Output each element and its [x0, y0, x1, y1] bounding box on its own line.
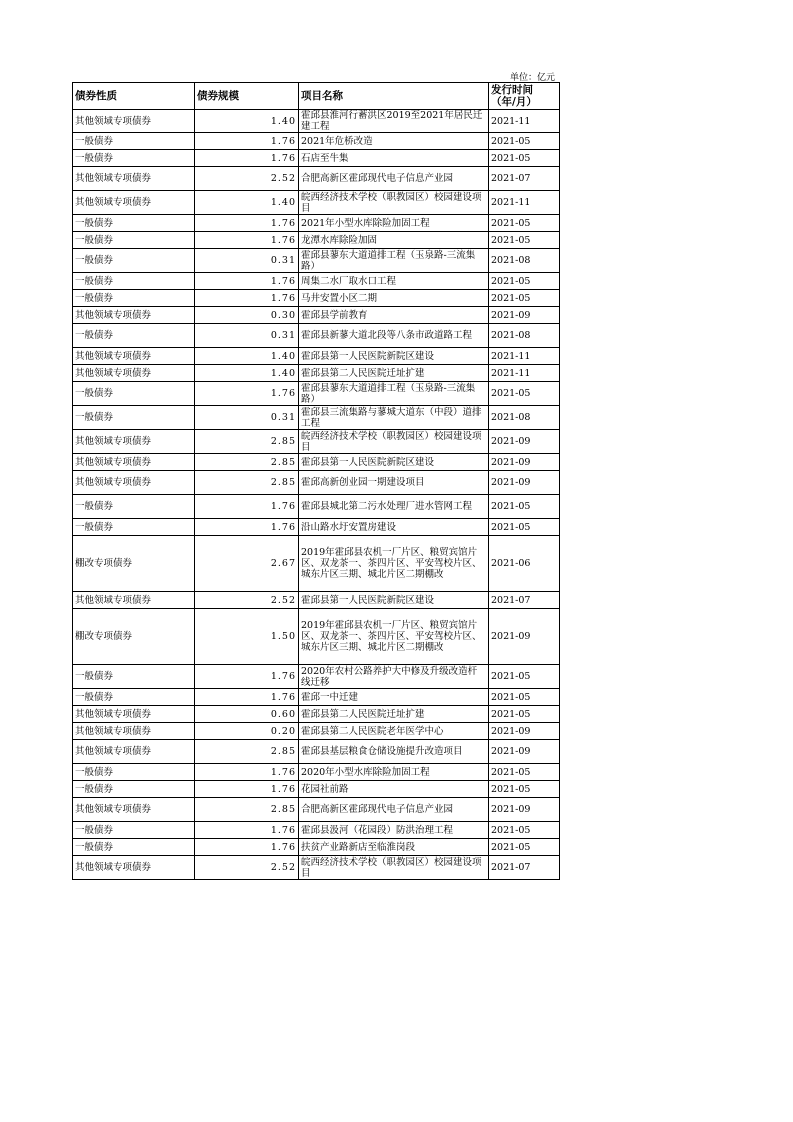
cell-name: 霍邱县三流集路与蓼城大道东（中段）道排工程 — [299, 406, 489, 430]
table-row — [73, 454, 560, 471]
cell-scale: 1.76 — [195, 665, 299, 689]
cell-date: 2021-11 — [489, 191, 560, 215]
table-row — [73, 592, 560, 609]
cell-date: 2021-05 — [489, 519, 560, 536]
header-scale: 债券规模 — [195, 83, 299, 110]
cell-date: 2021-05 — [489, 133, 560, 150]
cell-scale: 0.31 — [195, 324, 299, 348]
table-row — [73, 430, 560, 454]
table-row — [73, 348, 560, 365]
table-row — [73, 365, 560, 382]
header-date: 发行时间（年/月） — [489, 83, 560, 110]
cell-scale: 1.76 — [195, 133, 299, 150]
cell-name: 2021年小型水库除险加固工程 — [299, 215, 489, 232]
cell-name: 合肥高新区霍邱现代电子信息产业园 — [299, 798, 489, 822]
cell-scale: 2.85 — [195, 798, 299, 822]
cell-scale: 2.85 — [195, 454, 299, 471]
cell-date: 2021-07 — [489, 592, 560, 609]
table-row — [73, 798, 560, 822]
cell-nature: 一般债券 — [73, 764, 195, 781]
cell-date: 2021-05 — [489, 665, 560, 689]
table-row — [73, 215, 560, 232]
cell-date: 2021-08 — [489, 324, 560, 348]
cell-scale: 1.50 — [195, 609, 299, 665]
table-row — [73, 471, 560, 495]
cell-nature: 其他领域专项债券 — [73, 454, 195, 471]
table-row — [73, 822, 560, 839]
cell-nature: 一般债券 — [73, 519, 195, 536]
cell-scale: 1.40 — [195, 191, 299, 215]
cell-scale: 1.76 — [195, 495, 299, 519]
cell-name: 合肥高新区霍邱现代电子信息产业园 — [299, 167, 489, 191]
cell-name: 周集二水厂取水口工程 — [299, 273, 489, 290]
cell-scale: 1.40 — [195, 365, 299, 382]
table-row — [73, 839, 560, 856]
cell-name: 霍邱县第二人民医院迁址扩建 — [299, 706, 489, 723]
cell-nature: 一般债券 — [73, 273, 195, 290]
cell-nature: 其他领域专项债券 — [73, 167, 195, 191]
cell-name: 沿山路水圩安置房建设 — [299, 519, 489, 536]
cell-nature: 其他领域专项债券 — [73, 740, 195, 764]
cell-name: 皖西经济技术学校（职教园区）校园建设项目 — [299, 191, 489, 215]
cell-date: 2021-08 — [489, 406, 560, 430]
cell-scale: 0.60 — [195, 706, 299, 723]
cell-date: 2021-09 — [489, 307, 560, 324]
cell-scale: 2.85 — [195, 430, 299, 454]
cell-nature: 一般债券 — [73, 249, 195, 273]
cell-name: 石店至牛集 — [299, 150, 489, 167]
table-row — [73, 273, 560, 290]
cell-nature: 其他领域专项债券 — [73, 723, 195, 740]
cell-scale: 1.76 — [195, 839, 299, 856]
cell-name: 霍邱高新创业园一期建设项目 — [299, 471, 489, 495]
cell-date: 2021-05 — [489, 706, 560, 723]
cell-nature: 其他领域专项债券 — [73, 592, 195, 609]
cell-scale: 1.76 — [195, 689, 299, 706]
cell-scale: 1.76 — [195, 232, 299, 249]
cell-name: 霍邱县第一人民医院新院区建设 — [299, 454, 489, 471]
cell-date: 2021-05 — [489, 822, 560, 839]
cell-date: 2021-07 — [489, 856, 560, 880]
table-row — [73, 191, 560, 215]
cell-date: 2021-08 — [489, 249, 560, 273]
cell-name: 霍邱县汲河（花园段）防洪治理工程 — [299, 822, 489, 839]
cell-nature: 一般债券 — [73, 495, 195, 519]
cell-nature: 一般债券 — [73, 290, 195, 307]
table-row — [73, 249, 560, 273]
cell-date: 2021-06 — [489, 536, 560, 592]
table-row — [73, 110, 560, 133]
cell-date: 2021-11 — [489, 365, 560, 382]
cell-nature: 其他领域专项债券 — [73, 191, 195, 215]
table-row — [73, 133, 560, 150]
table-row — [73, 764, 560, 781]
table-row — [73, 723, 560, 740]
cell-name: 霍邱县第一人民医院新院区建设 — [299, 592, 489, 609]
table-row — [73, 781, 560, 798]
table-row — [73, 609, 560, 665]
cell-date: 2021-05 — [489, 764, 560, 781]
cell-scale: 1.40 — [195, 110, 299, 133]
cell-scale: 1.40 — [195, 348, 299, 365]
table-header-row — [73, 83, 560, 110]
table-row — [73, 856, 560, 880]
table-body — [73, 110, 560, 880]
cell-scale: 1.76 — [195, 215, 299, 232]
cell-nature: 棚改专项债券 — [73, 609, 195, 665]
cell-date: 2021-05 — [489, 150, 560, 167]
cell-date: 2021-09 — [489, 798, 560, 822]
cell-date: 2021-05 — [489, 689, 560, 706]
cell-nature: 一般债券 — [73, 133, 195, 150]
cell-date: 2021-11 — [489, 110, 560, 133]
cell-name: 霍邱县第二人民医院老年医学中心 — [299, 723, 489, 740]
cell-nature: 其他领域专项债券 — [73, 430, 195, 454]
cell-nature: 一般债券 — [73, 382, 195, 406]
cell-name: 2020年小型水库除险加固工程 — [299, 764, 489, 781]
table-row — [73, 290, 560, 307]
table-row — [73, 740, 560, 764]
cell-nature: 其他领域专项债券 — [73, 706, 195, 723]
cell-date: 2021-05 — [489, 232, 560, 249]
cell-date: 2021-05 — [489, 839, 560, 856]
cell-scale: 1.76 — [195, 822, 299, 839]
cell-nature: 其他领域专项债券 — [73, 110, 195, 133]
cell-nature: 一般债券 — [73, 232, 195, 249]
cell-nature: 一般债券 — [73, 781, 195, 798]
cell-scale: 2.85 — [195, 471, 299, 495]
cell-nature: 一般债券 — [73, 665, 195, 689]
table-row — [73, 519, 560, 536]
cell-scale: 0.20 — [195, 723, 299, 740]
cell-date: 2021-05 — [489, 290, 560, 307]
cell-nature: 一般债券 — [73, 215, 195, 232]
cell-name: 皖西经济技术学校（职教园区）校园建设项目 — [299, 430, 489, 454]
table-row — [73, 495, 560, 519]
cell-scale: 0.31 — [195, 406, 299, 430]
cell-nature: 其他领域专项债券 — [73, 365, 195, 382]
cell-nature: 其他领域专项债券 — [73, 307, 195, 324]
cell-name: 霍邱县蓼东大道道排工程（玉泉路-三流集路） — [299, 249, 489, 273]
cell-nature: 其他领域专项债券 — [73, 856, 195, 880]
cell-scale: 2.52 — [195, 856, 299, 880]
cell-scale: 1.76 — [195, 290, 299, 307]
cell-scale: 1.76 — [195, 764, 299, 781]
cell-name: 龙潭水库除险加固 — [299, 232, 489, 249]
cell-date: 2021-05 — [489, 273, 560, 290]
bond-table — [72, 82, 560, 880]
cell-date: 2021-11 — [489, 348, 560, 365]
cell-name: 2020年农村公路养护大中修及升级改造杆线迁移 — [299, 665, 489, 689]
cell-scale: 1.76 — [195, 150, 299, 167]
cell-date: 2021-05 — [489, 382, 560, 406]
cell-name: 2019年霍邱县农机一厂片区、粮贸宾馆片区、双龙茶一、茶四片区、平安驾校片区、城东片区三期、城北片区二期棚改 — [299, 536, 489, 592]
cell-date: 2021-05 — [489, 781, 560, 798]
cell-date: 2021-09 — [489, 471, 560, 495]
cell-name: 霍邱县第二人民医院迁址扩建 — [299, 365, 489, 382]
cell-name: 霍邱县基层粮食仓储设施提升改造项目 — [299, 740, 489, 764]
cell-nature: 一般债券 — [73, 689, 195, 706]
cell-nature: 棚改专项债券 — [73, 536, 195, 592]
table-row — [73, 167, 560, 191]
table-row — [73, 232, 560, 249]
cell-date: 2021-05 — [489, 495, 560, 519]
cell-nature: 一般债券 — [73, 406, 195, 430]
cell-name: 皖西经济技术学校（职教园区）校园建设项目 — [299, 856, 489, 880]
cell-name: 花园社前路 — [299, 781, 489, 798]
cell-nature: 一般债券 — [73, 324, 195, 348]
table-row — [73, 536, 560, 592]
cell-nature: 其他领域专项债券 — [73, 471, 195, 495]
header-nature: 债券性质 — [73, 83, 195, 110]
cell-scale: 2.52 — [195, 167, 299, 191]
cell-name: 霍邱县淮河行蓄洪区2019至2021年居民迁建工程 — [299, 110, 489, 133]
cell-date: 2021-09 — [489, 723, 560, 740]
cell-date: 2021-09 — [489, 609, 560, 665]
cell-date: 2021-05 — [489, 215, 560, 232]
table-row — [73, 406, 560, 430]
cell-scale: 2.52 — [195, 592, 299, 609]
cell-date: 2021-09 — [489, 454, 560, 471]
cell-name: 霍邱县城北第二污水处理厂进水管网工程 — [299, 495, 489, 519]
cell-scale: 0.31 — [195, 249, 299, 273]
table-row — [73, 706, 560, 723]
table-row — [73, 382, 560, 406]
cell-date: 2021-07 — [489, 167, 560, 191]
cell-nature: 一般债券 — [73, 150, 195, 167]
cell-date: 2021-09 — [489, 740, 560, 764]
table-row — [73, 665, 560, 689]
cell-name: 2019年霍邱县农机一厂片区、粮贸宾馆片区、双龙茶一、茶四片区、平安驾校片区、城东片区三期、城北片区二期棚改 — [299, 609, 489, 665]
cell-scale: 2.85 — [195, 740, 299, 764]
table-row — [73, 324, 560, 348]
cell-name: 扶贫产业路新店至临淮岗段 — [299, 839, 489, 856]
cell-name: 霍邱县第一人民医院新院区建设 — [299, 348, 489, 365]
cell-scale: 1.76 — [195, 781, 299, 798]
cell-scale: 2.67 — [195, 536, 299, 592]
cell-name: 霍邱一中迁建 — [299, 689, 489, 706]
cell-name: 霍邱县学前教育 — [299, 307, 489, 324]
table-row — [73, 307, 560, 324]
cell-nature: 一般债券 — [73, 822, 195, 839]
unit-label: 单位：亿元 — [510, 73, 556, 83]
cell-name: 2021年危桥改造 — [299, 133, 489, 150]
cell-nature: 其他领域专项债券 — [73, 348, 195, 365]
table-row — [73, 689, 560, 706]
cell-scale: 0.30 — [195, 307, 299, 324]
cell-date: 2021-09 — [489, 430, 560, 454]
cell-scale: 1.76 — [195, 382, 299, 406]
cell-scale: 1.76 — [195, 273, 299, 290]
cell-name: 霍邱县新蓼大道北段等八条市政道路工程 — [299, 324, 489, 348]
header-name: 项目名称 — [299, 83, 489, 110]
cell-nature: 其他领域专项债券 — [73, 798, 195, 822]
cell-name: 马井安置小区二期 — [299, 290, 489, 307]
cell-scale: 1.76 — [195, 519, 299, 536]
cell-name: 霍邱县蓼东大道道排工程（玉泉路-三流集路） — [299, 382, 489, 406]
table-row — [73, 150, 560, 167]
cell-nature: 一般债券 — [73, 839, 195, 856]
